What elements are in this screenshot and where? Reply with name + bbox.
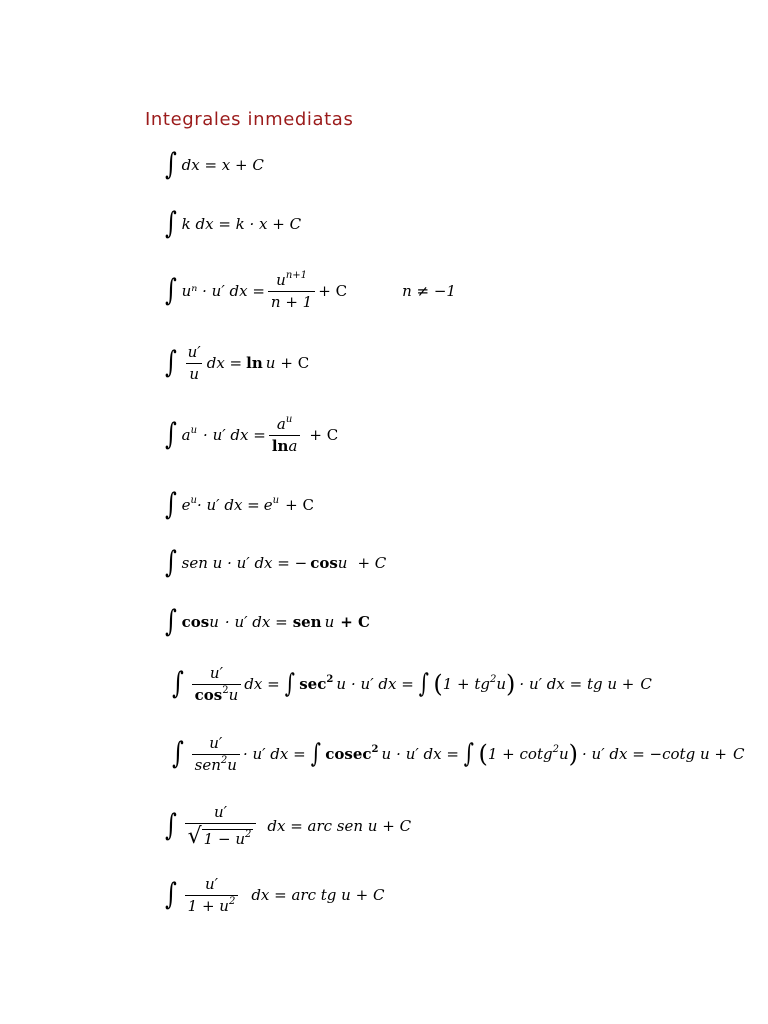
integral-sign-icon: ∫ bbox=[164, 487, 177, 522]
formula-mid: · u′ dx = bbox=[242, 745, 306, 763]
cos-function: cos bbox=[310, 554, 338, 572]
right-paren-icon: ) bbox=[506, 670, 516, 698]
integral-sign-icon: ∫ bbox=[171, 736, 184, 771]
fraction-denominator: sen$^2$u bbox=[192, 754, 240, 774]
sec-function: $\sec^2$ bbox=[299, 674, 334, 693]
paren-content: 1 + cotg$^2$u bbox=[487, 744, 569, 763]
sqrt bbox=[187, 823, 254, 849]
formula-constant: C bbox=[732, 745, 745, 763]
fraction-numerator: u′ bbox=[209, 664, 223, 682]
radicand: $1 - u^2$ bbox=[203, 829, 252, 848]
fraction-denominator bbox=[185, 823, 257, 848]
fraction-numerator: u′ bbox=[209, 734, 223, 752]
fraction bbox=[192, 735, 240, 773]
radical-sign-icon: √ bbox=[187, 823, 202, 849]
fraction-denominator: lna bbox=[269, 435, 301, 455]
formula-integral-sec-squared bbox=[170, 665, 652, 703]
formula-integral-cosec-squared bbox=[170, 735, 744, 773]
function-arg: u bbox=[324, 613, 335, 631]
exp-base: $e^u$ bbox=[181, 495, 197, 514]
integral-sign-icon: ∫ bbox=[164, 877, 177, 912]
formula-integral-constant bbox=[163, 206, 302, 241]
formula-body: dx = x + C bbox=[181, 156, 264, 174]
function-arg: u bbox=[265, 354, 276, 372]
formula-constant: C bbox=[640, 675, 652, 693]
formula-lhs: uⁿ · u′ dx = bbox=[181, 282, 265, 300]
formula-rhs: + C bbox=[357, 554, 387, 572]
formula-integral-arctangent bbox=[163, 876, 384, 914]
formula-rhs: + C bbox=[285, 496, 314, 514]
formula-mid: · u′ dx = bbox=[203, 426, 266, 444]
integral-sign-icon: ∫ bbox=[164, 417, 177, 452]
formula-rhs: dx = arc tg u + C bbox=[251, 886, 385, 904]
formula-rhs: + C bbox=[309, 426, 339, 444]
fraction-denominator: $\cos^2u$ bbox=[192, 684, 242, 704]
fraction bbox=[185, 804, 257, 848]
page-title: Integrales inmediatas bbox=[145, 109, 354, 130]
formula-integral-dx bbox=[163, 147, 264, 182]
fraction bbox=[269, 416, 301, 454]
formula-mid: dx = bbox=[244, 675, 280, 693]
fraction bbox=[268, 272, 315, 310]
cos-function: cos bbox=[181, 613, 210, 631]
formula-mid: · u′ dx = bbox=[396, 745, 459, 763]
function-arg: u bbox=[381, 745, 392, 763]
left-paren-icon: ( bbox=[478, 740, 488, 768]
exp-base: $a^u$ bbox=[181, 425, 198, 444]
formula-condition: n ≠ −1 bbox=[402, 282, 456, 300]
formula-integral-log bbox=[163, 344, 309, 382]
formula-rhs: dx = arc sen u + C bbox=[267, 816, 412, 835]
integral-sign-icon: ∫ bbox=[171, 666, 184, 701]
integral-sign-icon: ∫ bbox=[463, 739, 474, 769]
formula-lhs: sen u · u′ dx = − bbox=[181, 554, 308, 572]
integral-sign-icon: ∫ bbox=[164, 545, 177, 580]
formula-rhs: + C bbox=[280, 354, 310, 372]
fraction-denominator: u bbox=[186, 363, 202, 383]
left-paren-icon: ( bbox=[433, 670, 443, 698]
function-arg: u bbox=[337, 554, 348, 572]
formula-mid: dx = bbox=[206, 354, 243, 372]
formula-integral-exponential-a bbox=[163, 416, 338, 454]
formula-mid: · u′ dx = bbox=[351, 675, 414, 693]
formula-rhs: + C bbox=[318, 282, 348, 300]
formula-integral-cosine bbox=[163, 604, 370, 639]
formula-rhs: + C bbox=[340, 613, 370, 631]
formula-integral-sine bbox=[163, 545, 387, 580]
right-paren-icon: ) bbox=[568, 740, 579, 768]
integral-sign-icon: ∫ bbox=[164, 807, 177, 843]
fraction bbox=[185, 876, 239, 914]
integral-sign-icon: ∫ bbox=[164, 206, 177, 241]
formula-mid: · u′ dx = tg u + bbox=[519, 675, 635, 693]
fraction-numerator: u′ bbox=[213, 803, 228, 821]
fraction bbox=[185, 344, 204, 382]
fraction-numerator: $u^{n+1}$ bbox=[276, 270, 307, 289]
integral-sign-icon: ∫ bbox=[164, 345, 177, 380]
formula-integral-arcsine bbox=[163, 804, 411, 848]
cosec-function: cosec$^2$ bbox=[325, 744, 379, 763]
integral-sign-icon: ∫ bbox=[164, 273, 177, 308]
function-arg: u bbox=[209, 613, 219, 631]
fraction-numerator: u′ bbox=[204, 875, 219, 893]
integral-sign-icon: ∫ bbox=[310, 739, 321, 769]
formula-mid: · u′ dx = bbox=[224, 613, 288, 631]
formula-mid: · u′ dx = bbox=[196, 496, 260, 514]
integral-sign-icon: ∫ bbox=[284, 669, 295, 699]
fraction-numerator: $a^u$ bbox=[276, 414, 293, 433]
fraction bbox=[192, 665, 242, 703]
formula-integral-power bbox=[163, 272, 456, 310]
function-arg: u bbox=[336, 675, 346, 693]
formula-body: k dx = k · x + C bbox=[181, 215, 302, 233]
integral-sign-icon: ∫ bbox=[164, 147, 177, 182]
fraction-denominator: $1 + u^2$ bbox=[185, 895, 239, 915]
paren-content: $1 + tg^2u$ bbox=[442, 674, 507, 693]
integral-sign-icon: ∫ bbox=[418, 669, 429, 699]
fraction-numerator: u′ bbox=[187, 343, 201, 361]
sen-function: sen bbox=[292, 613, 322, 631]
formula-mid: · u′ dx = −cotg u + bbox=[582, 745, 727, 763]
integral-sign-icon: ∫ bbox=[164, 604, 177, 639]
exp-result: $e^u$ bbox=[263, 495, 280, 514]
ln-function: ln bbox=[246, 354, 263, 372]
formula-integral-exponential-e bbox=[163, 487, 314, 522]
fraction-denominator: n + 1 bbox=[268, 291, 315, 311]
